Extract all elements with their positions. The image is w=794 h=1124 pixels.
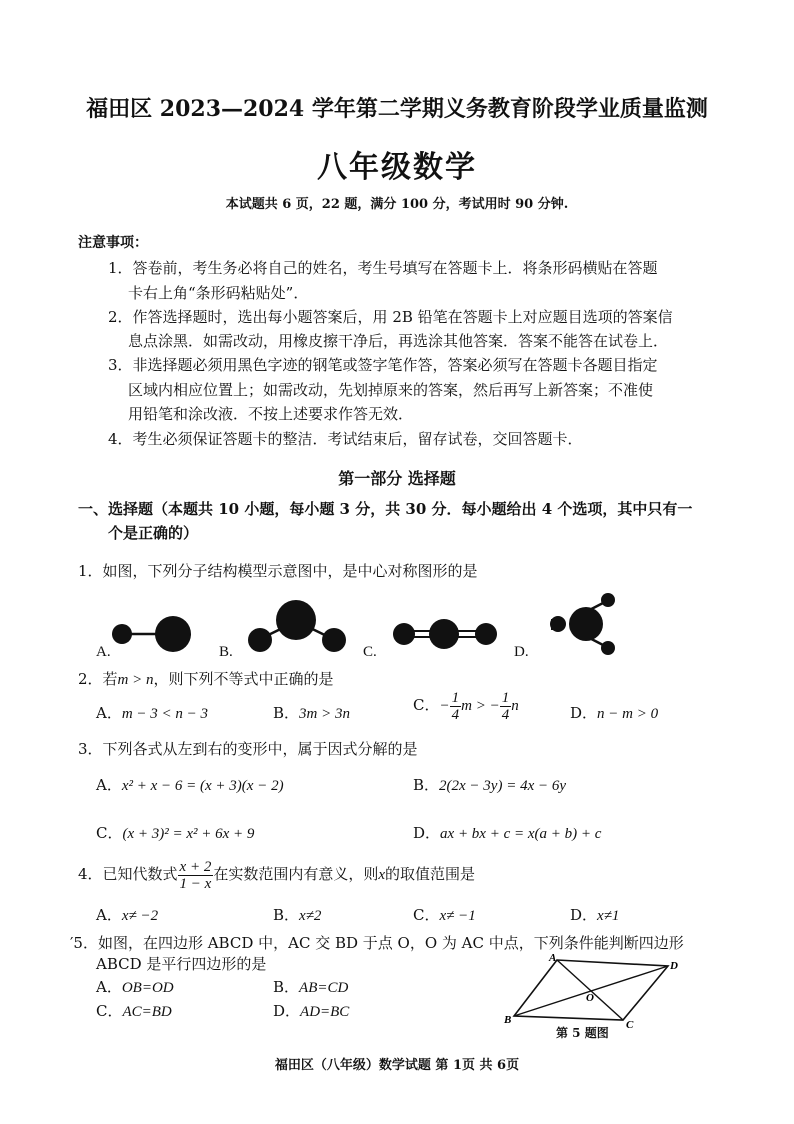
section-instruction: 一、选择题（本题共 10 小题，每小题 3 分，共 30 分．每小题给出 4 个选项，其中只有一: [78, 500, 693, 518]
q2-stem-math: m > n: [117, 672, 154, 688]
fraction-one-quarter: [450, 690, 462, 723]
note-line: 3．非选择题必须用黑色字迹的钢笔或签字笔作答，答案必须写在答题卡各题目指定: [108, 356, 658, 374]
option-text: n − m > 0: [597, 706, 659, 722]
q3-option-a: [96, 774, 284, 795]
frac-num: 1: [501, 689, 510, 706]
option-text: ax + bx + c = x(a + b) + c: [440, 826, 602, 842]
q2-option-a: [96, 702, 208, 723]
option-text: 3m > 3n: [299, 706, 350, 722]
figure-caption: 第 5 题图: [556, 1026, 609, 1040]
q1-option-a-label: A.: [96, 644, 111, 660]
q1-option-d-label: D.: [514, 644, 529, 660]
option-text: m − 3 < n − 3: [121, 706, 209, 722]
q1-option-c-label: C.: [363, 644, 377, 660]
frac-num: x + 2: [179, 858, 212, 875]
option-text: m > −: [461, 698, 500, 714]
question-2-stem: [78, 668, 334, 689]
option-label: C．: [96, 824, 123, 842]
q4-stem-mid: 在实数范围内有意义，则: [213, 865, 379, 883]
q4-stem-pre: 4．已知代数式: [78, 865, 178, 883]
note-line: 卡右上角“条形码粘贴处”．: [128, 284, 309, 302]
frac-den: 4: [451, 706, 460, 723]
option-label: D．: [413, 824, 441, 842]
notes-heading: 注意事项：: [78, 235, 148, 251]
page-footer: 福田区（八年级）数学试题 第 1页 共 6页: [274, 1058, 520, 1073]
subject-title: 八年级数学: [317, 150, 477, 185]
q4-fraction: [178, 859, 214, 892]
molecule-a: [112, 616, 191, 652]
option-label: B．: [273, 704, 300, 722]
option-text: AB=CD: [299, 980, 349, 996]
option-text: 2(2x − 3y) = 4x − 6y: [439, 778, 567, 794]
q5-option-a: [96, 976, 174, 997]
option-label: D．: [273, 1002, 301, 1020]
q3-option-b: [413, 774, 566, 795]
q4-option-d: [570, 904, 619, 925]
q2-option-d: [570, 702, 658, 723]
q5-option-d: [273, 1000, 349, 1021]
option-text: x≠2: [299, 908, 322, 924]
option-label: A．: [96, 704, 122, 722]
vertex-label-o: O: [586, 992, 594, 1004]
question-5-stem: ABCD 是平行四边形的是: [96, 955, 267, 973]
note-line: 4．考生必须保证答题卡的整洁．考试结束后，留存试卷，交回答题卡．: [108, 430, 583, 448]
q2-stem-post: ，则下列不等式中正确的是: [153, 670, 334, 688]
molecule-b: [248, 600, 346, 652]
option-label: B．: [273, 978, 300, 996]
vertex-label-b: B: [504, 1014, 512, 1026]
frac-den: 4: [501, 706, 510, 723]
option-text: OB=OD: [121, 980, 174, 996]
question-4-stem: [78, 856, 475, 893]
molecule-d: [550, 593, 615, 655]
q2-stem-pre: 2．若: [78, 670, 118, 688]
frac-den: 1 − x: [179, 875, 212, 892]
option-label: A．: [96, 776, 122, 794]
note-line: 2．作答选择题时，选出每小题答案后，用 2B 铅笔在答题卡上对应题目选项的答案信: [108, 308, 673, 326]
option-label: C．: [413, 906, 440, 924]
q1-option-b-label: B.: [219, 644, 233, 660]
q4-option-b: [273, 904, 321, 925]
option-text: x² + x − 6 = (x + 3)(x − 2): [121, 778, 284, 794]
note-line: 用铅笔和涂改液．不按上述要求作答无效．: [128, 405, 414, 423]
option-label: C．: [96, 1002, 123, 1020]
molecule-figures: [80, 590, 640, 670]
option-text: AC=BD: [122, 1004, 172, 1020]
fraction-one-quarter: [500, 690, 512, 723]
molecule-c: [393, 619, 497, 649]
option-label: D．: [570, 704, 598, 722]
vertex-label-d: D: [670, 960, 678, 972]
question-3-stem: 3．下列各式从左到右的变形中，属于因式分解的是: [78, 740, 418, 758]
option-label: B．: [413, 776, 440, 794]
q3-option-d: [413, 822, 601, 843]
option-text: n: [511, 698, 519, 714]
vertex-label-a: A: [549, 952, 557, 964]
q5-option-b: [273, 976, 348, 997]
option-label: D．: [570, 906, 598, 924]
note-line: 1．答卷前，考生务必将自己的姓名，考生号填写在答题卡上．将条形码横贴在答题: [108, 259, 658, 277]
exam-subtitle: 本试题共 6 页，22 题，满分 100 分，考试用时 90 分钟.: [225, 197, 569, 212]
part-heading: 第一部分 选择题: [338, 469, 456, 488]
q4-option-a: [96, 904, 158, 925]
option-text: (x + 3)² = x² + 6x + 9: [122, 826, 255, 842]
option-text: −: [439, 698, 450, 714]
q2-option-b: [273, 702, 350, 723]
option-label: A．: [96, 906, 122, 924]
question-5-stem: ′5．如图，在四边形 ABCD 中，AC 交 BD 于点 O，O 为 AC 中点，下列条件能判断四边形: [70, 934, 684, 952]
frac-num: 1: [451, 689, 460, 706]
q5-option-c: [96, 1000, 172, 1021]
vertex-label-c: C: [626, 1019, 634, 1031]
q4-stem-var: x: [378, 867, 386, 883]
exam-title: 福田区 2023—2024 学年第二学期义务教育阶段学业质量监测: [86, 96, 708, 122]
q4-stem-post: 的取值范围是: [385, 865, 476, 883]
note-line: 息点涂黑．如需改动，用橡皮擦干净后，再选涂其他答案．答案不能答在试卷上．: [128, 332, 669, 350]
option-text: x≠1: [597, 908, 620, 924]
option-label: C．: [413, 696, 440, 714]
question-1-stem: 1．如图，下列分子结构模型示意图中，是中心对称图形的是: [78, 562, 478, 580]
q2-option-c: [413, 688, 519, 723]
q3-option-c: [96, 822, 254, 843]
q4-option-c: [413, 904, 476, 925]
option-text: x≠ −2: [121, 908, 159, 924]
option-label: B．: [273, 906, 300, 924]
note-line: 区域内相应位置上；如需改动，先划掉原来的答案，然后再写上新答案；不准使: [128, 381, 654, 399]
option-text: AD=BC: [300, 1004, 350, 1020]
option-text: x≠ −1: [439, 908, 476, 924]
option-label: A．: [96, 978, 122, 996]
section-instruction: 个是正确的）: [108, 524, 199, 542]
